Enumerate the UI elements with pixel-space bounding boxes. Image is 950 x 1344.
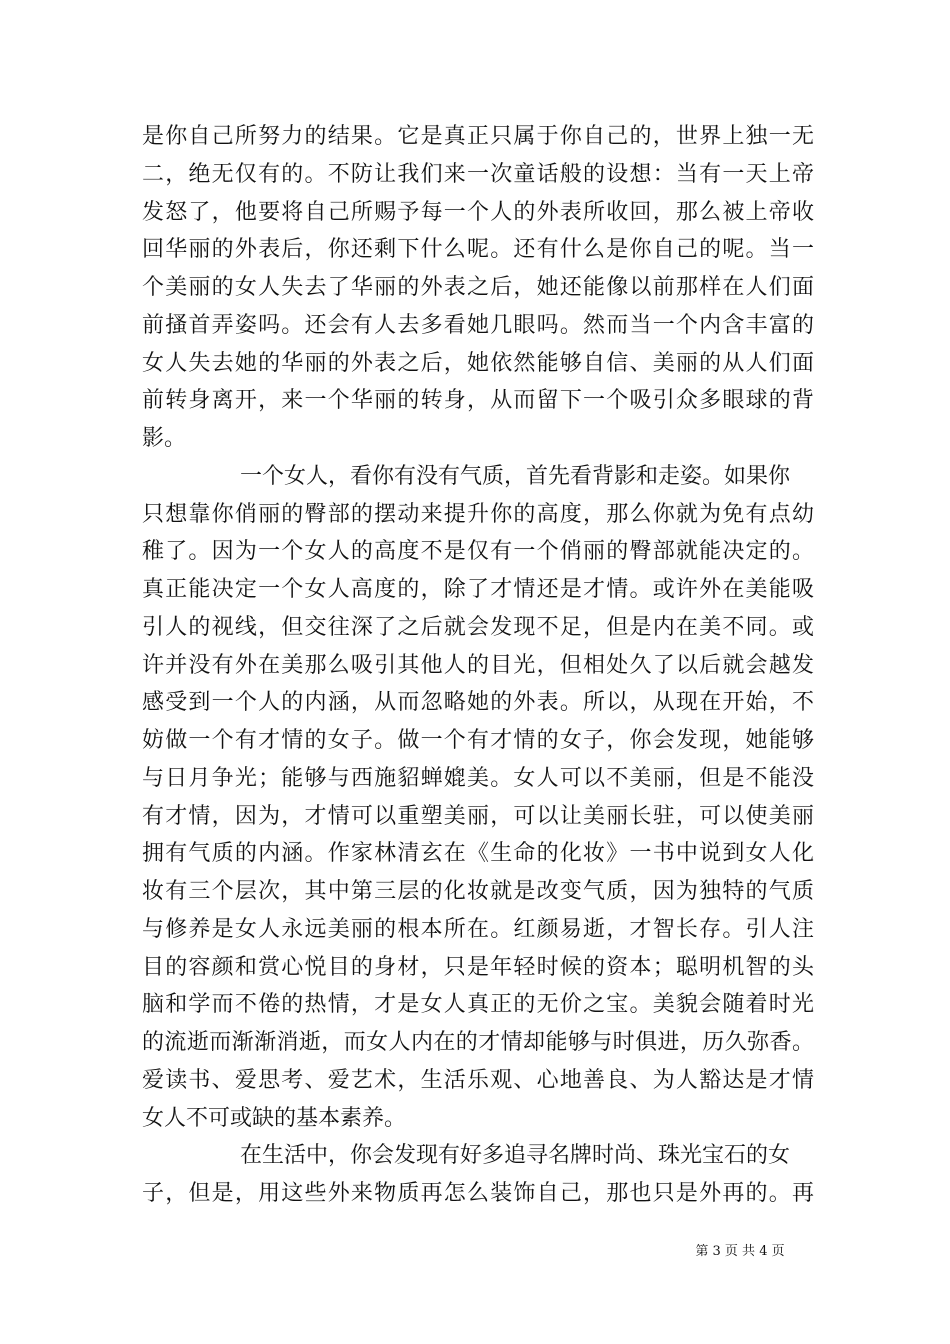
text-line: 的流逝而渐渐消逝，而女人内在的才情却能够与时俱进，历久弥香。 [142, 1030, 814, 1055]
text-line: 许并没有外在美那么吸引其他人的目光，但相处久了以后就会越发 [142, 652, 814, 678]
text-line: 个美丽的女人失去了华丽的外表之后，她还能像以前那样在人们面 [142, 275, 814, 300]
text-line: 真正能决定一个女人高度的，除了才情还是才情。或许外在美能吸 [142, 577, 814, 602]
text-line: 影。 [142, 426, 187, 451]
text-line: 女人不可或缺的基本素养。 [142, 1105, 407, 1131]
text-line: 妆有三个层次，其中第三层的化妆就是改变气质，因为独特的气质 [142, 879, 814, 904]
text-line: 爱读书、爱思考、爱艺术，生活乐观、心地善良、为人豁达是才情 [142, 1067, 814, 1093]
text-line: 脑和学而不倦的热情，才是女人真正的无价之宝。美貌会随着时光 [142, 992, 814, 1018]
text-line: 只想靠你俏丽的臀部的摆动来提升你的高度，那么你就为免有点幼 [142, 501, 814, 527]
text-line: 与日月争光；能够与西施貂蝉媲美。女人可以不美丽，但是不能没 [142, 765, 814, 791]
text-line: 引人的视线，但交往深了之后就会发现不足，但是内在美不同。或 [142, 614, 814, 640]
text-line: 稚了。因为一个女人的高度不是仅有一个俏丽的臀部就能决定的。 [142, 539, 814, 565]
text-line: 前转身离开，来一个华丽的转身，从而留下一个吸引众多眼球的背 [142, 388, 814, 414]
text-line: 有才情，因为，才情可以重塑美丽，可以让美丽长驻，可以使美丽 [142, 803, 814, 829]
paragraph-start-line: 在生活中，你会发现有好多追寻名牌时尚、珠光宝石的女 [240, 1143, 791, 1169]
text-line: 拥有气质的内涵。作家林清玄在《生命的化妆》一书中说到女人化 [142, 841, 814, 867]
text-line: 二，绝无仅有的。不防让我们来一次童话般的设想：当有一天上帝 [142, 161, 814, 187]
text-line: 与修养是女人永远美丽的根本所在。红颜易逝，才智长存。引人注 [142, 916, 814, 942]
text-line: 目的容颜和赏心悦目的身材，只是年轻时候的资本；聪明机智的头 [142, 954, 814, 980]
text-line: 子，但是，用这些外来物质再怎么装饰自己，那也只是外再的。再 [142, 1181, 814, 1206]
text-line: 感受到一个人的内涵，从而忽略她的外表。所以，从现在开始，不 [142, 690, 814, 716]
text-line: 前搔首弄姿吗。还会有人去多看她几眼吗。然而当一个内含丰富的 [142, 312, 814, 338]
body-text [142, 118, 814, 1213]
text-line: 妨做一个有才情的女子。做一个有才情的女子，你会发现，她能够 [142, 728, 814, 753]
text-line: 是你自己所努力的结果。它是真正只属于你自己的，世界上独一无 [142, 124, 814, 149]
text-line: 发怒了，他要将自己所赐予每一个人的外表所收回，那么被上帝收 [142, 199, 814, 225]
text-line: 女人失去她的华丽的外表之后，她依然能够自信、美丽的从人们面 [142, 350, 814, 376]
paragraph-start-line: 一个女人，看你有没有气质，首先看背影和走姿。如果你 [240, 463, 791, 489]
text-line: 回华丽的外表后，你还剩下什么呢。还有什么是你自己的呢。当一 [142, 237, 814, 263]
page-number-footer: 第 3 页 共 4 页 [695, 1244, 785, 1259]
